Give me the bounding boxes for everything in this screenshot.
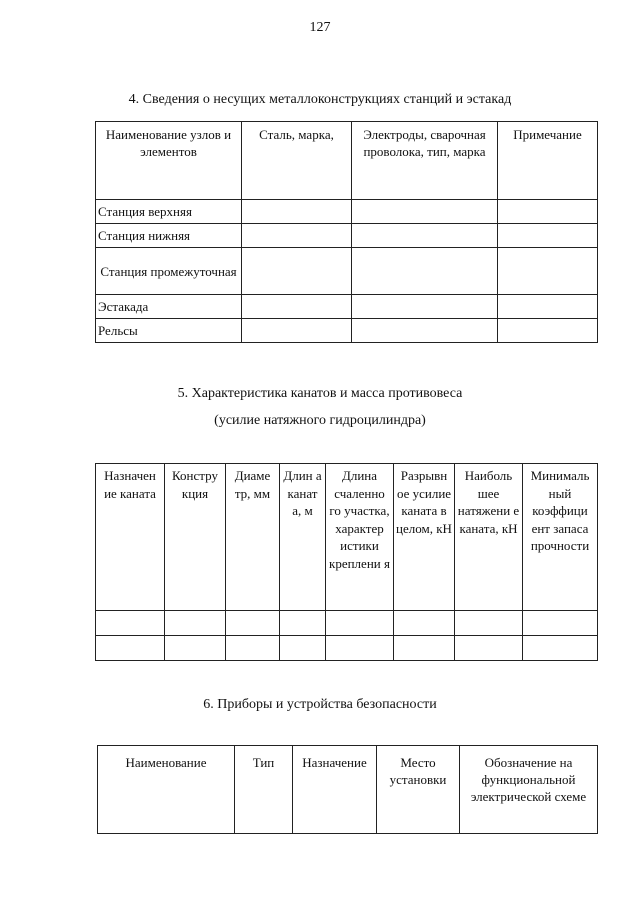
table-cell	[242, 319, 352, 343]
table-cell	[242, 248, 352, 295]
table-cell	[326, 636, 394, 661]
col-header-steel-grade: Сталь, марка,	[242, 122, 352, 200]
col-header-name: Наименование	[98, 746, 235, 834]
col-header-location: Место установки	[377, 746, 460, 834]
steel-structures-table	[95, 121, 598, 343]
table-cell	[394, 611, 455, 636]
col-header-splice-length: Длина счаленно го участка, характер истики креплени я	[326, 464, 394, 611]
ropes-table	[95, 463, 598, 661]
row-label-intermediate-station: Станция промежуточная	[96, 248, 242, 295]
table-cell	[352, 224, 498, 248]
table-cell	[165, 611, 226, 636]
col-header-type: Тип	[235, 746, 293, 834]
table-cell	[455, 636, 523, 661]
col-header-rope-purpose: Назначен ие каната	[96, 464, 165, 611]
row-label-upper-station: Станция верхняя	[96, 200, 242, 224]
row-label-trestle: Эстакада	[96, 295, 242, 319]
section5-subtitle: (усилие натяжного гидроцилиндра)	[214, 413, 426, 428]
table-row	[96, 200, 598, 224]
col-header-diameter: Диаме тр, мм	[226, 464, 280, 611]
table-cell	[352, 248, 498, 295]
table-cell	[394, 636, 455, 661]
table-row	[96, 636, 598, 661]
safety-devices-table	[97, 745, 598, 834]
table-row	[96, 295, 598, 319]
table-cell	[352, 200, 498, 224]
table-cell	[523, 611, 598, 636]
col-header-construction: Констру кция	[165, 464, 226, 611]
table-cell	[455, 611, 523, 636]
col-header-schematic-designation: Обозначение на функциональной электрической схеме	[460, 746, 598, 834]
table-cell	[96, 611, 165, 636]
table-row	[96, 611, 598, 636]
col-header-element-name: Наименование узлов и элементов	[96, 122, 242, 200]
table-row	[96, 248, 598, 295]
row-label-lower-station: Станция нижняя	[96, 224, 242, 248]
table-cell	[523, 636, 598, 661]
table-cell	[280, 636, 326, 661]
col-header-breaking-force: Разрывн ое усилие каната в целом, кН	[394, 464, 455, 611]
table-cell	[165, 636, 226, 661]
table-cell	[326, 611, 394, 636]
section6-title: 6. Приборы и устройства безопасности	[203, 697, 437, 712]
col-header-rope-length: Длин а канат а, м	[280, 464, 326, 611]
col-header-max-tension: Наиболь шее натяжени е каната, кН	[455, 464, 523, 611]
table-cell	[242, 295, 352, 319]
col-header-purpose: Назначение	[293, 746, 377, 834]
table-cell	[96, 636, 165, 661]
table-cell	[498, 200, 598, 224]
table-cell	[280, 611, 326, 636]
table-cell	[226, 636, 280, 661]
table-cell	[498, 248, 598, 295]
table-cell	[498, 295, 598, 319]
table-cell	[242, 200, 352, 224]
page-number: 127	[309, 20, 331, 35]
table-cell	[226, 611, 280, 636]
table-cell	[352, 295, 498, 319]
section5-title: 5. Характеристика канатов и масса противовеса	[177, 386, 463, 401]
section4-title: 4. Сведения о несущих металлоконструкциях станций и эстакад	[128, 92, 512, 107]
table-cell	[498, 224, 598, 248]
table-row	[96, 224, 598, 248]
table-cell	[242, 224, 352, 248]
table-cell	[352, 319, 498, 343]
table-row	[96, 319, 598, 343]
col-header-safety-factor: Минималь ный коэффици ент запаса прочности	[523, 464, 598, 611]
col-header-note: Примечание	[498, 122, 598, 200]
col-header-electrodes: Электроды, сварочная проволока, тип, марка	[352, 122, 498, 200]
row-label-rails: Рельсы	[96, 319, 242, 343]
table-cell	[498, 319, 598, 343]
